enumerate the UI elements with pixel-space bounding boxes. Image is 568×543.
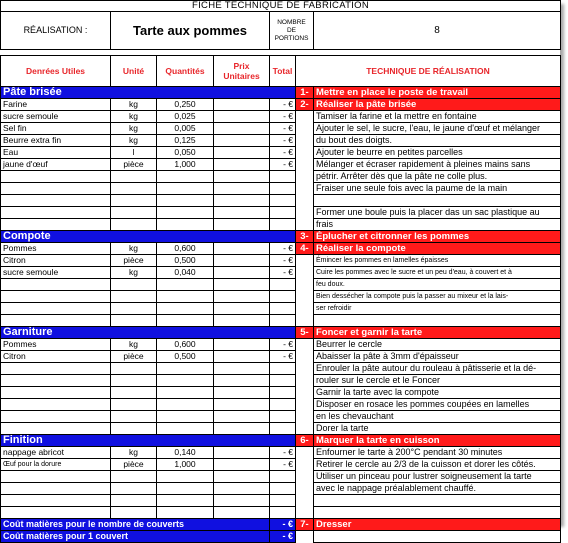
technique-line[interactable]: en les chevauchant xyxy=(314,411,561,423)
unit-cell[interactable] xyxy=(111,183,157,195)
step-number: 3- xyxy=(296,231,314,243)
unit-cell[interactable] xyxy=(111,471,157,483)
table-row xyxy=(1,147,561,159)
quantity-cell[interactable]: 0,025 xyxy=(157,111,214,123)
unit-cell[interactable]: kg xyxy=(111,111,157,123)
step-number-empty xyxy=(296,255,314,267)
total-cell: - € xyxy=(270,147,296,159)
step-number-empty xyxy=(296,339,314,351)
step-title[interactable]: Éplucher et citronner les pommes xyxy=(314,231,561,243)
total-cell xyxy=(270,219,296,231)
col-header-total: Total xyxy=(270,56,296,87)
quantity-cell[interactable] xyxy=(157,423,214,435)
ingredient-name-cell[interactable] xyxy=(1,471,111,483)
total-cell: - € xyxy=(270,351,296,363)
ingredient-name-cell[interactable] xyxy=(1,411,111,423)
unit-price-cell[interactable] xyxy=(214,399,270,411)
section-header: Compote xyxy=(1,231,296,243)
unit-price-cell[interactable] xyxy=(214,339,270,351)
ingredient-name-cell[interactable]: Eau xyxy=(1,147,111,159)
technique-line[interactable]: Beurrer le cercle xyxy=(314,339,561,351)
total-cell: - € xyxy=(270,339,296,351)
quantity-cell[interactable] xyxy=(157,399,214,411)
unit-price-cell[interactable] xyxy=(214,147,270,159)
total-cell xyxy=(270,495,296,507)
quantity-cell[interactable] xyxy=(157,495,214,507)
unit-price-cell[interactable] xyxy=(214,183,270,195)
technique-line[interactable]: du bout des doigts. xyxy=(314,135,561,147)
table-row xyxy=(1,459,561,471)
quantity-cell[interactable]: 0,600 xyxy=(157,339,214,351)
footer-row xyxy=(1,519,561,531)
col-header-unite: Unité xyxy=(111,56,157,87)
portions-label: NOMBRE DE PORTIONS xyxy=(270,12,314,50)
unit-cell[interactable] xyxy=(111,375,157,387)
total-cell xyxy=(270,399,296,411)
ingredient-name-cell[interactable]: Pommes xyxy=(1,339,111,351)
ingredient-name-cell[interactable] xyxy=(1,219,111,231)
step-number-empty xyxy=(296,123,314,135)
technique-line[interactable]: Ajouter le beurre en petites parcelles xyxy=(314,147,561,159)
unit-price-cell[interactable] xyxy=(214,447,270,459)
unit-price-cell[interactable] xyxy=(214,159,270,171)
step-number-empty xyxy=(296,195,314,207)
step-number: 6- xyxy=(296,435,314,447)
step-number-empty xyxy=(296,399,314,411)
portions-value[interactable]: 8 xyxy=(314,12,561,50)
total-cell: - € xyxy=(270,447,296,459)
quantity-cell[interactable]: 0,040 xyxy=(157,267,214,279)
unit-price-cell[interactable] xyxy=(214,495,270,507)
section-header: Garniture xyxy=(1,327,296,339)
technique-line[interactable] xyxy=(314,315,561,327)
technique-line[interactable]: Émincer les pommes en lamelles épaisses xyxy=(314,255,561,267)
unit-cell[interactable] xyxy=(111,387,157,399)
unit-price-cell[interactable] xyxy=(214,423,270,435)
table-row xyxy=(1,339,561,351)
total-cell: - € xyxy=(270,243,296,255)
total-cell xyxy=(270,363,296,375)
step-number-empty xyxy=(296,207,314,219)
unit-cell[interactable] xyxy=(111,399,157,411)
table-row xyxy=(1,279,561,291)
table-row xyxy=(1,435,561,447)
technique-line[interactable]: Tamiser la farine et la mettre en fontaine xyxy=(314,111,561,123)
table-row xyxy=(1,99,561,111)
table-row xyxy=(1,447,561,459)
step-number-empty xyxy=(296,423,314,435)
quantity-cell[interactable] xyxy=(157,483,214,495)
unit-cell[interactable] xyxy=(111,411,157,423)
section-header: Finition xyxy=(1,435,296,447)
ingredient-name-cell[interactable]: Citron xyxy=(1,351,111,363)
ingredient-name-cell[interactable] xyxy=(1,195,111,207)
table-row xyxy=(1,231,561,243)
cost-label: Coût matières pour le nombre de couverts xyxy=(1,519,270,531)
total-cell: - € xyxy=(270,123,296,135)
quantity-cell[interactable]: 0,500 xyxy=(157,351,214,363)
step-number-empty xyxy=(296,471,314,483)
unit-price-cell[interactable] xyxy=(214,123,270,135)
step-number-empty xyxy=(296,171,314,183)
col-header-denrees: Denrées Utiles xyxy=(1,56,111,87)
unit-cell[interactable] xyxy=(111,279,157,291)
step-number-empty xyxy=(296,483,314,495)
ingredient-name-cell[interactable]: sucre semoule xyxy=(1,267,111,279)
step-number-empty xyxy=(296,351,314,363)
step-number-empty xyxy=(296,147,314,159)
unit-cell[interactable] xyxy=(111,171,157,183)
technique-line[interactable] xyxy=(314,531,561,543)
table-row xyxy=(1,243,561,255)
step-number-empty xyxy=(296,279,314,291)
technique-line[interactable] xyxy=(314,195,561,207)
ingredient-name-cell[interactable]: Farine xyxy=(1,99,111,111)
technique-line[interactable]: Bien dessécher la compote puis la passer au mixeur et la lais- xyxy=(314,291,561,303)
quantity-cell[interactable]: 0,250 xyxy=(157,99,214,111)
ingredient-name-cell[interactable] xyxy=(1,279,111,291)
unit-price-cell[interactable] xyxy=(214,255,270,267)
quantity-cell[interactable] xyxy=(157,315,214,327)
unit-cell[interactable] xyxy=(111,219,157,231)
step-number-empty xyxy=(296,267,314,279)
col-header-technique: TECHNIQUE DE RÉALISATION xyxy=(296,56,561,87)
unit-cell[interactable]: pièce xyxy=(111,159,157,171)
table-row xyxy=(1,411,561,423)
ingredient-name-cell[interactable] xyxy=(1,495,111,507)
unit-price-cell[interactable] xyxy=(214,207,270,219)
technique-line[interactable]: pétrir. Arrêter dès que la pâte ne colle plus. xyxy=(314,171,561,183)
quantity-cell[interactable]: 0,600 xyxy=(157,243,214,255)
total-cell: - € xyxy=(270,267,296,279)
step-title[interactable]: Dresser xyxy=(314,519,561,531)
unit-price-cell[interactable] xyxy=(214,291,270,303)
unit-cell[interactable] xyxy=(111,291,157,303)
ingredient-name-cell[interactable] xyxy=(1,507,111,519)
ingredient-name-cell[interactable] xyxy=(1,171,111,183)
quantity-cell[interactable] xyxy=(157,507,214,519)
cost-label: Coût matières pour 1 couvert xyxy=(1,531,270,543)
unit-cell[interactable]: kg xyxy=(111,123,157,135)
technique-line[interactable]: Disposer en rosace les pommes coupées en lamelles xyxy=(314,399,561,411)
unit-cell[interactable] xyxy=(111,363,157,375)
step-number-empty xyxy=(296,219,314,231)
step-number-empty xyxy=(296,447,314,459)
unit-price-cell[interactable] xyxy=(214,471,270,483)
step-number-empty xyxy=(296,183,314,195)
technique-line[interactable] xyxy=(314,495,561,507)
technique-line[interactable]: Ajouter le sel, le sucre, l'eau, le jaune d'œuf et mélanger xyxy=(314,123,561,135)
quantity-cell[interactable] xyxy=(157,471,214,483)
sheet-title: FICHE TECHNIQUE DE FABRICATION xyxy=(1,1,561,12)
table-row xyxy=(1,123,561,135)
ingredient-name-cell[interactable] xyxy=(1,375,111,387)
unit-cell[interactable] xyxy=(111,507,157,519)
total-cell xyxy=(270,183,296,195)
table-row xyxy=(1,375,561,387)
ingredient-name-cell[interactable] xyxy=(1,387,111,399)
ingredient-name-cell[interactable]: Citron xyxy=(1,255,111,267)
quantity-cell[interactable]: 0,050 xyxy=(157,147,214,159)
quantity-cell[interactable]: 0,500 xyxy=(157,255,214,267)
quantity-cell[interactable] xyxy=(157,291,214,303)
total-cell xyxy=(270,171,296,183)
technique-line[interactable]: feu doux. xyxy=(314,279,561,291)
unit-price-cell[interactable] xyxy=(214,351,270,363)
total-cell xyxy=(270,471,296,483)
step-number-empty xyxy=(296,411,314,423)
ingredient-name-cell[interactable] xyxy=(1,291,111,303)
ingredient-name-cell[interactable] xyxy=(1,423,111,435)
unit-price-cell[interactable] xyxy=(214,483,270,495)
table-row xyxy=(1,135,561,147)
total-cell xyxy=(270,315,296,327)
total-cell xyxy=(270,207,296,219)
technique-line[interactable]: Former une boule puis la placer das un sac plastique au xyxy=(314,207,561,219)
step-number: 5- xyxy=(296,327,314,339)
step-number-empty xyxy=(296,375,314,387)
total-cell xyxy=(270,423,296,435)
unit-price-cell[interactable] xyxy=(214,315,270,327)
cost-total: - € xyxy=(270,531,296,543)
total-cell xyxy=(270,483,296,495)
total-cell: - € xyxy=(270,99,296,111)
table-row xyxy=(1,183,561,195)
technique-line[interactable]: ser refroidir xyxy=(314,303,561,315)
quantity-cell[interactable]: 0,125 xyxy=(157,135,214,147)
total-cell xyxy=(270,387,296,399)
technique-line[interactable]: frais xyxy=(314,219,561,231)
ingredient-name-cell[interactable]: Beurre extra fin xyxy=(1,135,111,147)
quantity-cell[interactable] xyxy=(157,303,214,315)
unit-cell[interactable] xyxy=(111,483,157,495)
table-row xyxy=(1,495,561,507)
total-cell: - € xyxy=(270,135,296,147)
unit-price-cell[interactable] xyxy=(214,279,270,291)
unit-price-cell[interactable] xyxy=(214,363,270,375)
recipe-name[interactable]: Tarte aux pommes xyxy=(111,12,270,50)
quantity-cell[interactable] xyxy=(157,195,214,207)
unit-price-cell[interactable] xyxy=(214,195,270,207)
total-cell xyxy=(270,291,296,303)
quantity-cell[interactable] xyxy=(157,207,214,219)
ingredient-name-cell[interactable]: Pommes xyxy=(1,243,111,255)
table-row xyxy=(1,219,561,231)
quantity-cell[interactable] xyxy=(157,363,214,375)
step-number: 4- xyxy=(296,243,314,255)
step-number: 1- xyxy=(296,87,314,99)
quantity-cell[interactable] xyxy=(157,411,214,423)
technique-line[interactable]: Enfourner le tarte à 200°C pendant 30 minutes xyxy=(314,447,561,459)
unit-cell[interactable]: pièce xyxy=(111,255,157,267)
ingredient-name-cell[interactable] xyxy=(1,363,111,375)
table-row xyxy=(1,315,561,327)
quantity-cell[interactable] xyxy=(157,219,214,231)
table-row xyxy=(1,399,561,411)
total-cell xyxy=(270,279,296,291)
total-cell: - € xyxy=(270,459,296,471)
unit-price-cell[interactable] xyxy=(214,303,270,315)
step-number-empty xyxy=(296,303,314,315)
total-cell: - € xyxy=(270,255,296,267)
technique-line[interactable]: Dorer la tarte xyxy=(314,423,561,435)
table-row xyxy=(1,483,561,495)
step-number-empty xyxy=(296,363,314,375)
unit-cell[interactable]: pièce xyxy=(111,459,157,471)
unit-cell[interactable]: kg xyxy=(111,99,157,111)
table-row xyxy=(1,207,561,219)
unit-price-cell[interactable] xyxy=(214,411,270,423)
unit-price-cell[interactable] xyxy=(214,507,270,519)
ingredient-name-cell[interactable]: nappage abricot xyxy=(1,447,111,459)
unit-price-cell[interactable] xyxy=(214,99,270,111)
unit-cell[interactable] xyxy=(111,423,157,435)
col-header-quantites: Quantités xyxy=(157,56,214,87)
quantity-cell[interactable] xyxy=(157,279,214,291)
ingredient-name-cell[interactable]: Sel fin xyxy=(1,123,111,135)
technique-line[interactable]: Cuire les pommes avec le sucre et un peu d'eau, à couvert et à xyxy=(314,267,561,279)
step-number-empty xyxy=(296,459,314,471)
unit-cell[interactable] xyxy=(111,207,157,219)
ingredient-name-cell[interactable] xyxy=(1,399,111,411)
technique-line[interactable]: Fraiser une seule fois avec la paume de la main xyxy=(314,183,561,195)
technique-line[interactable]: Abaisser la pâte à 3mm d'épaisseur xyxy=(314,351,561,363)
table-row xyxy=(1,507,561,519)
table-row xyxy=(1,327,561,339)
unit-price-cell[interactable] xyxy=(214,375,270,387)
total-cell xyxy=(270,507,296,519)
ingredient-name-cell[interactable] xyxy=(1,483,111,495)
step-number-empty xyxy=(296,387,314,399)
step-number-empty xyxy=(296,291,314,303)
step-number: 7- xyxy=(296,519,314,531)
total-cell: - € xyxy=(270,111,296,123)
unit-price-cell[interactable] xyxy=(214,267,270,279)
unit-cell[interactable] xyxy=(111,303,157,315)
table-row xyxy=(1,195,561,207)
footer-row xyxy=(1,531,561,543)
total-cell: - € xyxy=(270,159,296,171)
technique-line[interactable]: Garnir la tarte avec la compote xyxy=(314,387,561,399)
ingredient-name-cell[interactable]: sucre semoule xyxy=(1,111,111,123)
table-row xyxy=(1,423,561,435)
unit-cell[interactable]: l xyxy=(111,147,157,159)
step-title[interactable]: Foncer et garnir la tarte xyxy=(314,327,561,339)
unit-price-cell[interactable] xyxy=(214,135,270,147)
quantity-cell[interactable]: 0,140 xyxy=(157,447,214,459)
step-title[interactable]: Réaliser la compote xyxy=(314,243,561,255)
ingredient-name-cell[interactable] xyxy=(1,315,111,327)
step-number-empty xyxy=(296,507,314,519)
quantity-cell[interactable] xyxy=(157,387,214,399)
unit-cell[interactable]: kg xyxy=(111,339,157,351)
unit-cell[interactable] xyxy=(111,195,157,207)
unit-cell[interactable]: kg xyxy=(111,135,157,147)
section-header: Pâte brisée xyxy=(1,87,296,99)
step-number-empty xyxy=(296,135,314,147)
step-title[interactable]: Réaliser la pâte brisée xyxy=(314,99,561,111)
table-row xyxy=(1,291,561,303)
unit-price-cell[interactable] xyxy=(214,219,270,231)
technique-line[interactable]: Utiliser un pinceau pour lustrer soigneusement la tarte xyxy=(314,471,561,483)
step-number: 2- xyxy=(296,99,314,111)
step-number-empty xyxy=(296,495,314,507)
technique-line[interactable]: Enrouler la pâte autour du rouleau à pâtisserie et la dé- xyxy=(314,363,561,375)
unit-price-cell[interactable] xyxy=(214,459,270,471)
step-number-empty xyxy=(296,111,314,123)
step-number-empty xyxy=(296,159,314,171)
quantity-cell[interactable]: 1,000 xyxy=(157,459,214,471)
table-row xyxy=(1,255,561,267)
unit-cell[interactable]: kg xyxy=(111,243,157,255)
table-row xyxy=(1,171,561,183)
technique-line[interactable]: avec le nappage préalablement chauffé. xyxy=(314,483,561,495)
table-row xyxy=(1,387,561,399)
table-row xyxy=(1,363,561,375)
unit-cell[interactable]: pièce xyxy=(111,351,157,363)
table-row xyxy=(1,471,561,483)
unit-price-cell[interactable] xyxy=(214,171,270,183)
technique-line[interactable] xyxy=(314,507,561,519)
unit-cell[interactable] xyxy=(111,315,157,327)
ingredient-name-cell[interactable]: Œuf pour la dorure xyxy=(1,459,111,471)
technique-line[interactable]: Mélanger et écraser rapidement à pleines mains sans xyxy=(314,159,561,171)
step-title[interactable]: Marquer la tarte en cuisson xyxy=(314,435,561,447)
step-title[interactable]: Mettre en place le poste de travail xyxy=(314,87,561,99)
total-cell xyxy=(270,303,296,315)
unit-price-cell[interactable] xyxy=(214,243,270,255)
table-row xyxy=(1,111,561,123)
unit-cell[interactable] xyxy=(111,495,157,507)
technique-line[interactable]: rouler sur le cercle et le Foncer xyxy=(314,375,561,387)
ingredient-name-cell[interactable] xyxy=(1,303,111,315)
unit-cell[interactable]: kg xyxy=(111,267,157,279)
quantity-cell[interactable]: 0,005 xyxy=(157,123,214,135)
unit-price-cell[interactable] xyxy=(214,111,270,123)
table-row xyxy=(1,351,561,363)
quantity-cell[interactable] xyxy=(157,375,214,387)
realisation-label: RÉALISATION : xyxy=(1,12,111,50)
total-cell xyxy=(270,375,296,387)
total-cell xyxy=(270,411,296,423)
unit-price-cell[interactable] xyxy=(214,387,270,399)
quantity-cell[interactable] xyxy=(157,183,214,195)
ingredient-name-cell[interactable] xyxy=(1,183,111,195)
cost-total: - € xyxy=(270,519,296,531)
quantity-cell[interactable] xyxy=(157,171,214,183)
ingredient-name-cell[interactable] xyxy=(1,207,111,219)
total-cell xyxy=(270,195,296,207)
technique-line[interactable]: Retirer le cercle au 2/3 de la cuisson et dorer les côtés. xyxy=(314,459,561,471)
table-row xyxy=(1,87,561,99)
table-row xyxy=(1,267,561,279)
step-number-empty xyxy=(296,315,314,327)
quantity-cell[interactable]: 1,000 xyxy=(157,159,214,171)
table-row xyxy=(1,303,561,315)
col-header-prix: Prix Unitaires xyxy=(214,56,270,87)
unit-cell[interactable]: kg xyxy=(111,447,157,459)
ingredient-name-cell[interactable]: jaune d'œuf xyxy=(1,159,111,171)
step-number-empty xyxy=(296,531,314,543)
table-row xyxy=(1,159,561,171)
